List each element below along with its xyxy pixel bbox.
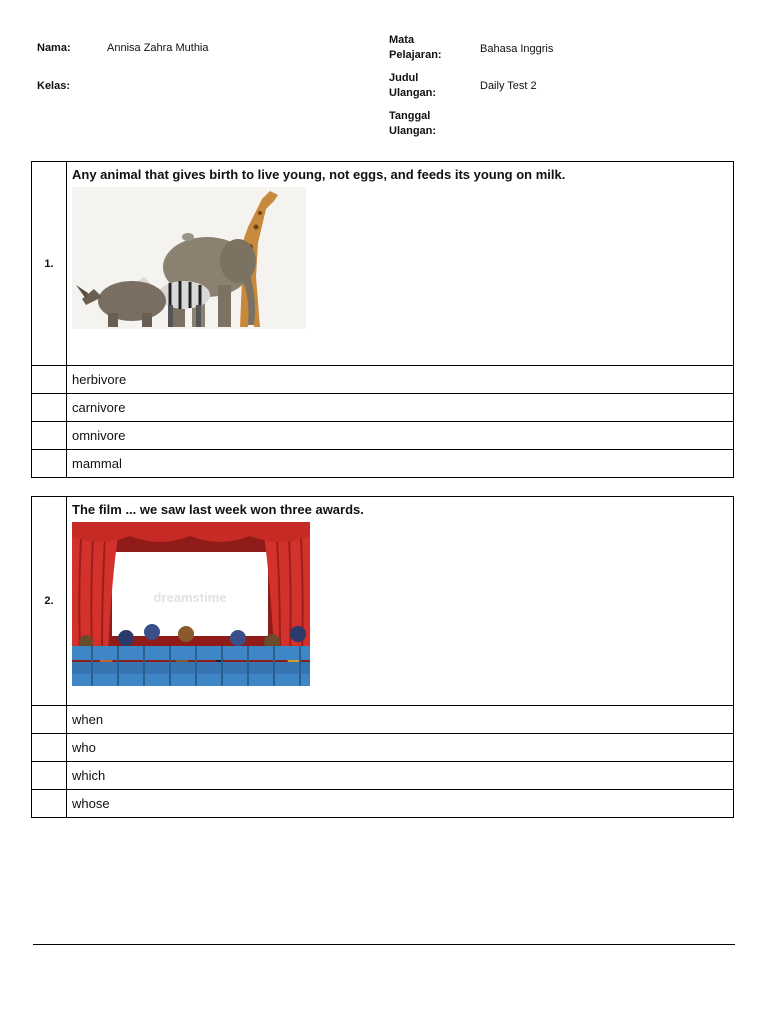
subject-label bbox=[389, 33, 442, 63]
name-label: Nama: bbox=[37, 42, 71, 54]
question-2-row bbox=[32, 497, 733, 705]
cinema-image bbox=[72, 522, 310, 686]
question-1-row bbox=[32, 162, 733, 365]
bird-figure bbox=[182, 233, 194, 241]
animals-illustration bbox=[72, 187, 306, 329]
question-2-option-c[interactable]: which bbox=[72, 768, 106, 783]
question-2-content bbox=[67, 497, 733, 705]
subject-value: Bahasa Inggris bbox=[480, 43, 554, 55]
test-title-value: Daily Test 2 bbox=[480, 80, 537, 92]
question-2-option-row[interactable] bbox=[32, 705, 733, 733]
subject-label-line1: Mata bbox=[389, 34, 415, 46]
question-1-text: Any animal that gives birth to live young, not eggs, and feeds its young on milk. bbox=[72, 167, 566, 182]
question-2-option-b[interactable]: who bbox=[72, 740, 96, 755]
subject-label-line2: Pelajaran: bbox=[389, 49, 442, 61]
watermark-text: dreamstime bbox=[153, 590, 227, 605]
class-label: Kelas: bbox=[37, 80, 71, 92]
date-label bbox=[389, 109, 436, 139]
question-1-option-row[interactable] bbox=[32, 393, 733, 421]
question-1-option-d[interactable]: mammal bbox=[72, 456, 122, 471]
question-1-number: 1. bbox=[32, 162, 67, 365]
rhino-figure bbox=[76, 281, 166, 327]
question-1-option-row[interactable] bbox=[32, 421, 733, 449]
name-value: Annisa Zahra Muthia bbox=[107, 42, 209, 54]
question-1-option-c[interactable]: omnivore bbox=[72, 428, 126, 443]
animals-image bbox=[72, 187, 306, 329]
cinema-seats bbox=[72, 646, 310, 686]
question-2-option-row[interactable] bbox=[32, 733, 733, 761]
cinema-illustration bbox=[72, 522, 310, 686]
question-1-table bbox=[31, 161, 734, 478]
question-2-option-row[interactable] bbox=[32, 789, 733, 817]
date-label-line1: Tanggal bbox=[389, 110, 431, 122]
question-1-option-a[interactable]: herbivore bbox=[72, 372, 127, 387]
test-title-label bbox=[389, 71, 436, 101]
test-title-label-line1: Judul bbox=[389, 72, 419, 84]
question-2-number: 2. bbox=[32, 497, 67, 705]
question-2-table bbox=[31, 496, 734, 818]
question-2-option-a[interactable]: when bbox=[72, 712, 104, 727]
question-2-option-row[interactable] bbox=[32, 761, 733, 789]
question-1-option-row[interactable] bbox=[32, 365, 733, 393]
question-2-text: The film ... we saw last week won three awards. bbox=[72, 502, 364, 517]
date-label-line2: Ulangan: bbox=[389, 125, 437, 137]
question-2-option-d[interactable]: whose bbox=[72, 796, 110, 811]
question-1-option-row[interactable] bbox=[32, 449, 733, 477]
footer-divider bbox=[33, 944, 735, 945]
test-title-label-line2: Ulangan: bbox=[389, 87, 437, 99]
question-1-content bbox=[67, 162, 733, 365]
question-1-option-b[interactable]: carnivore bbox=[72, 400, 126, 415]
